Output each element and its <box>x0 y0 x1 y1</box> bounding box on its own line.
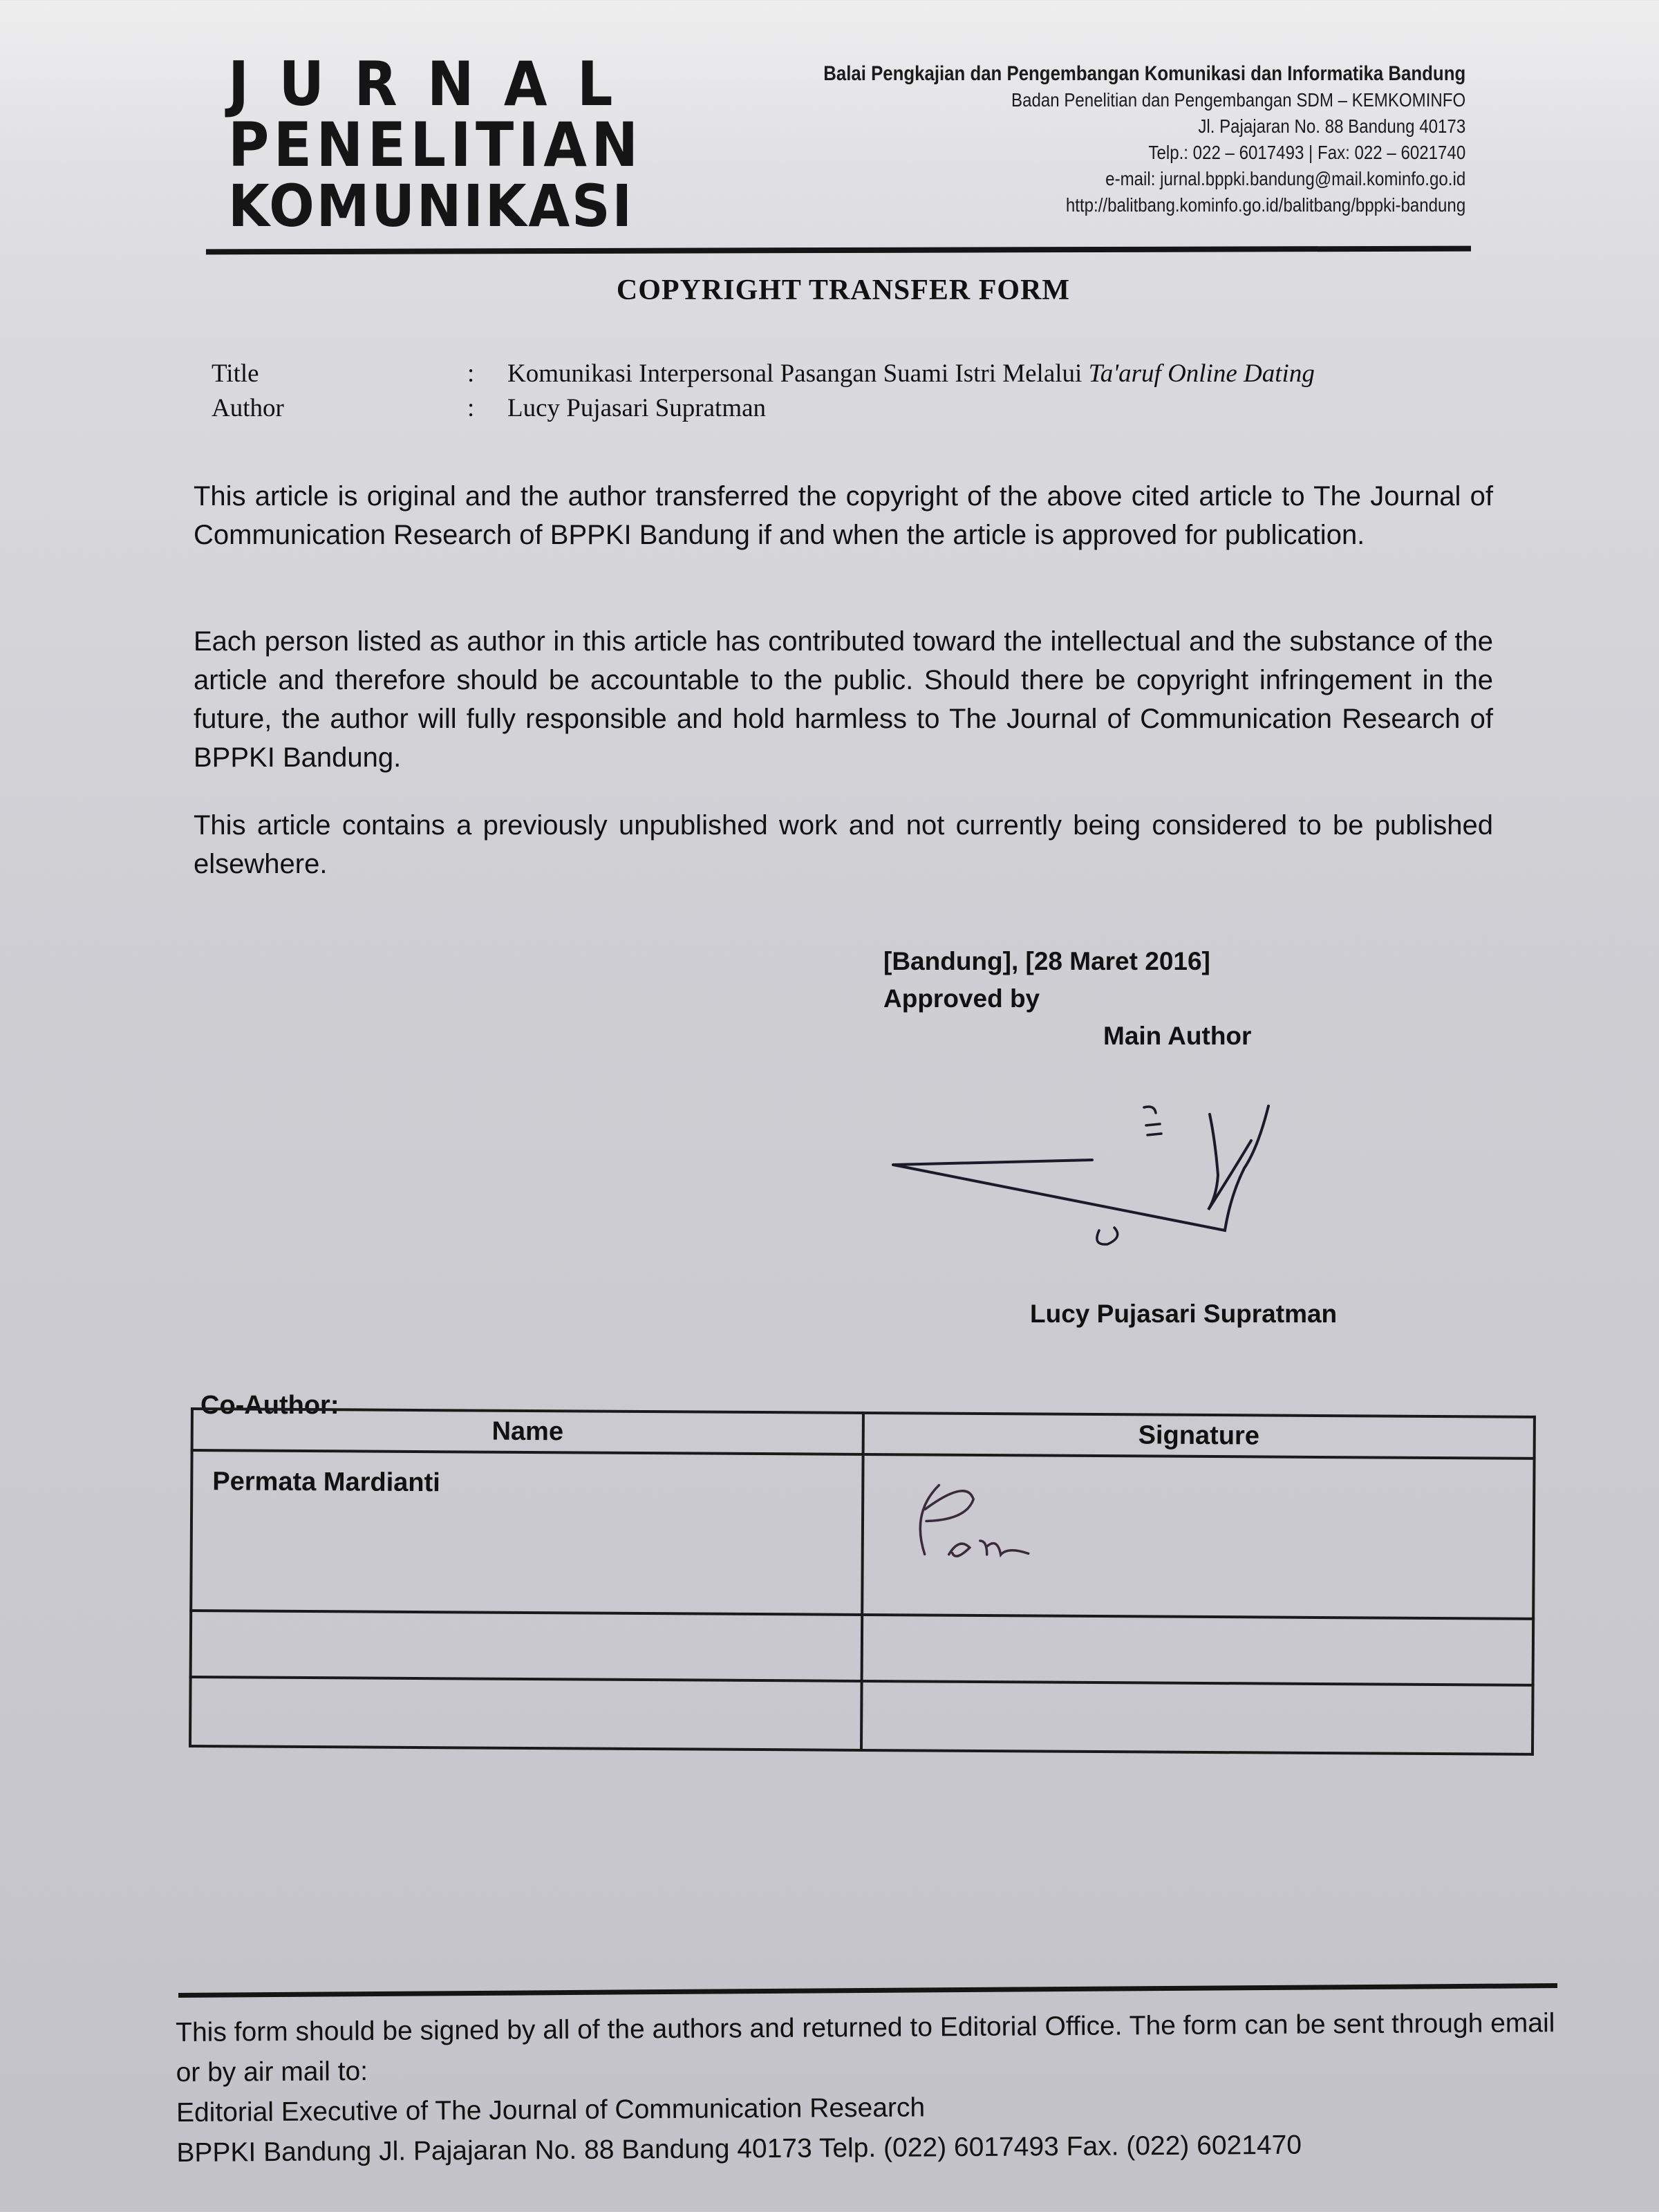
table-row <box>190 1677 1533 1754</box>
title-colon: : <box>467 359 475 388</box>
author-colon: : <box>467 394 475 422</box>
logo-line-2: PENELITIAN <box>228 109 643 180</box>
footer-rule <box>178 1983 1557 1998</box>
col-signature-header: Signature <box>863 1413 1535 1459</box>
header-rule <box>206 246 1471 255</box>
institution-agency: Badan Penelitian dan Pengembangan SDM – KEMKOMINFO <box>1011 89 1465 111</box>
table-row <box>191 1450 1534 1619</box>
coauthor-signature-cell <box>862 1454 1534 1619</box>
footer-line-2: Editorial Executive of The Journal of Communication Research <box>176 2092 926 2128</box>
institution-address: Jl. Pajajaran No. 88 Bandung 40173 <box>1198 115 1465 137</box>
place-date: [Bandung], [28 Maret 2016] <box>883 947 1210 975</box>
author-row <box>212 391 1315 426</box>
coauthor-signature-cell <box>861 1681 1533 1754</box>
title-row <box>212 357 1315 391</box>
main-author-label: Main Author <box>1103 1022 1252 1050</box>
title-label: Title <box>212 359 259 388</box>
footer-line-3: BPPKI Bandung Jl. Pajajaran No. 88 Bandung 40173 Telp. (022) 6017493 Fax. (022) 6021470 <box>176 2130 1302 2168</box>
coauthor-table <box>189 1407 1536 1756</box>
coauthor-name-cell <box>190 1677 862 1750</box>
author-value: Lucy Pujasari Supratman <box>507 394 767 422</box>
coauthor-signature-cell <box>862 1615 1534 1685</box>
logo-line-3: KOMUNIKASI <box>228 172 634 240</box>
journal-logo <box>228 48 643 240</box>
footer-instructions <box>176 2003 1566 2173</box>
coauthor-name-cell: Permata Mardianti <box>191 1450 863 1615</box>
main-author-name: Lucy Pujasari Supratman <box>1030 1300 1338 1328</box>
col-name-header: Name <box>192 1409 863 1454</box>
institution-name: Balai Pengkajian dan Pengembangan Komunikasi dan Informatika Bandung <box>823 62 1465 85</box>
title-value-text: Komunikasi Interpersonal Pasangan Suami Istri Melalui <box>507 359 1082 388</box>
coauthor-heading: Co-Author: <box>200 1391 339 1420</box>
institution-phone-fax: Telp.: 022 – 6017493 | Fax: 022 – 6021740 <box>1148 142 1465 163</box>
coauthor-signature <box>883 1471 1063 1583</box>
logo-line-1: JURNAL <box>228 48 643 120</box>
main-author-signature <box>885 1092 1313 1272</box>
paragraph-originality: This article is original and the author transferred the copyright of the above cited article to The Journal of Communication Research of BPPKI Bandung if and when the article is approved for publication. <box>194 481 1493 550</box>
approval-block <box>883 943 1251 1055</box>
institution-block <box>719 61 1465 218</box>
author-label: Author <box>212 394 284 422</box>
footer-line-1: This form should be signed by all of the authors and returned to Editorial Office. The form can be sent through email or by air mail to: <box>176 2008 1555 2088</box>
paragraph-accountability: Each person listed as author in this article has contributed toward the intellectual and the substance of the article and therefore should be accountable to the public. Should there be copyright infringement in the future, the author will fully responsible and hold harmless to The Journal of Communication Research of BPPKI Bandung. <box>194 626 1493 773</box>
title-value-italic: Ta'aruf Online Dating <box>1088 359 1315 388</box>
title-value <box>507 357 1315 391</box>
coauthor-name-cell <box>191 1611 863 1681</box>
approved-by-label: Approved by <box>883 984 1040 1013</box>
form-title: COPYRIGHT TRANSFER FORM <box>616 274 1071 306</box>
institution-website: http://balitbang.kominfo.go.id/balitbang/bppki-bandung <box>1065 194 1465 216</box>
article-meta <box>212 357 1315 426</box>
paragraph-unpublished: This article contains a previously unpublished work and not currently being considered to be published elsewhere. <box>194 810 1493 879</box>
institution-email: e-mail: jurnal.bppki.bandung@mail.kominfo.go.id <box>1105 168 1465 189</box>
table-row <box>191 1611 1534 1685</box>
